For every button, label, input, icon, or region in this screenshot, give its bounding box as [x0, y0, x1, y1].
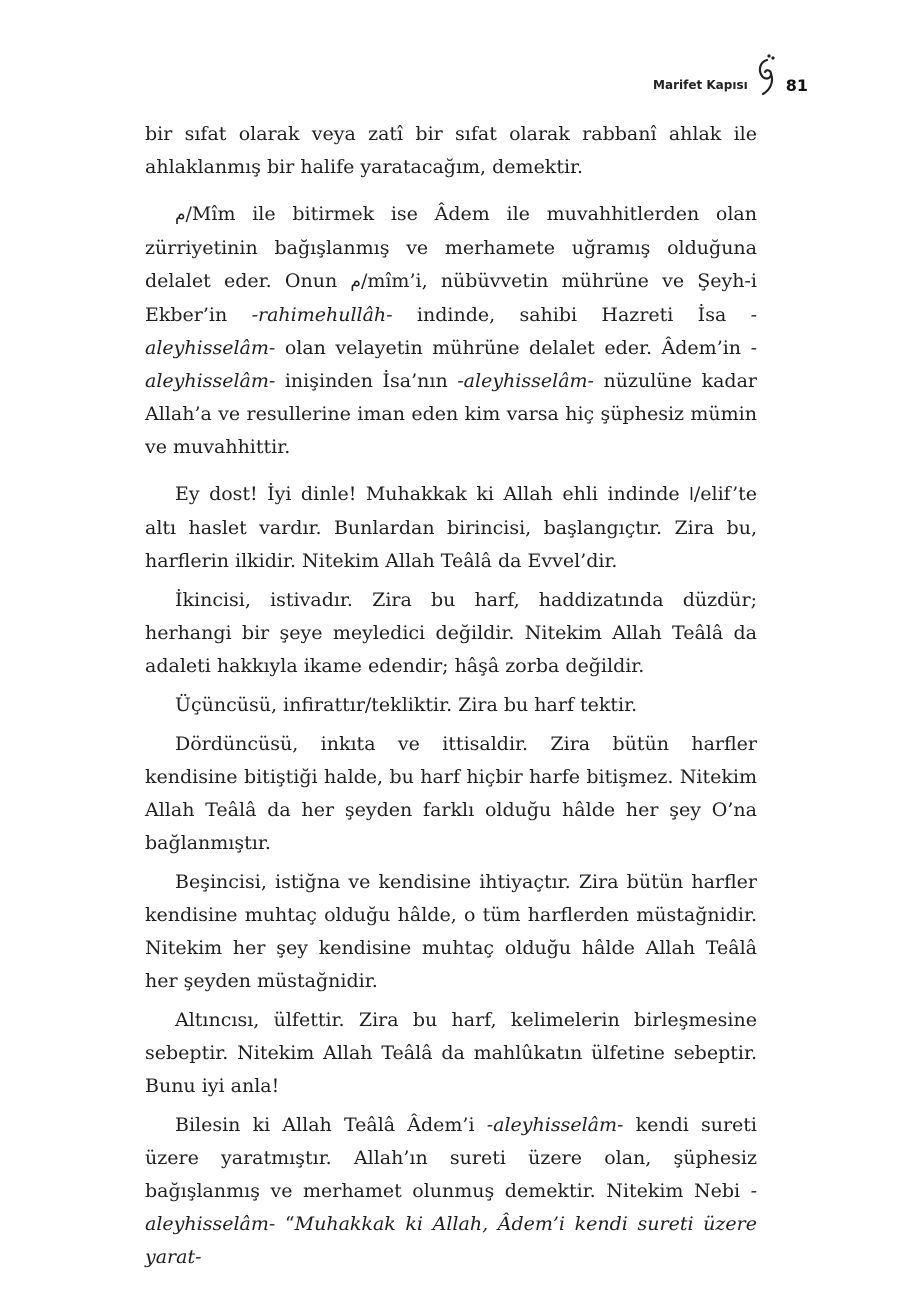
italic-phrase: -aleyhisselâm-	[145, 337, 757, 392]
text: inişinden İsa’nın	[275, 370, 458, 392]
text: olan velayetin mührüne delalet eder. Âdem’in	[275, 337, 751, 359]
text: nüzulüne kadar Allah’a ve resullerine iman eden kim varsa hiç şüphesiz mümin ve muvahhittir.	[145, 370, 757, 458]
italic-phrase: -aleyhisselâm-	[145, 304, 758, 359]
paragraph-9	[145, 1109, 757, 1274]
italic-quote: Muhakkak ki Allah, Âdem’i kendi sureti üzere yarat-	[145, 1213, 757, 1268]
arabic-elif: ا	[689, 485, 694, 505]
paragraph-5: Üçüncüsü, infirattır/tekliktir. Zira bu harf tektir.	[175, 694, 638, 716]
ornament-icon	[754, 52, 780, 98]
body-text	[145, 118, 757, 1288]
page-header	[653, 52, 808, 98]
italic-phrase: -rahimehullâh-	[251, 304, 393, 326]
italic-phrase: -aleyhisselâm-	[457, 370, 594, 392]
paragraph-2	[145, 198, 757, 464]
paragraph-6: Dördüncüsü, inkıta ve ittisaldir. Zira bütün harfler kendisine bitiştiği halde, bu harf hiçbir harfe bitişmez. Nitekim Allah Teâlâ da her şeyden farklı olduğu hâlde her şey O’na bağlanmıştır.	[145, 733, 757, 854]
paragraph-3	[145, 478, 757, 578]
text: indinde, sahibi Hazreti İsa	[392, 304, 751, 326]
text: Bilesin ki Allah Teâlâ Âdem’i	[175, 1114, 487, 1136]
italic-phrase: -aleyhisselâm-	[486, 1114, 624, 1136]
text: kendi sureti üzere yaratmıştır. Allah’ın sureti üzere olan, şüphesiz bağışlanmış ve merhamet olunmuş demektir. Nitekim Nebi	[145, 1114, 757, 1202]
running-title: Marifet Kapısı	[653, 78, 748, 92]
page-number: 81	[785, 76, 808, 95]
paragraph-7: Beşincisi, istiğna ve kendisine ihtiyaçtır. Zira bütün harfler kendisine muhtaç olduğu hâlde, o tüm harflerden müstağnidir. Nitekim her şey kendisine muhtaç olduğu hâlde Allah Teâlâ her şeyden müstağnidir.	[145, 871, 757, 992]
text: /Mîm ile bitirmek ise Âdem ile muvahhitlerden olan zürriyetinin bağışlanmış ve merhamete uğramış olduğuna delalet eder. Onun	[145, 203, 757, 292]
paragraph-4: İkincisi, istivadır. Zira bu harf, haddizatında düzdür; herhangi bir şeye meyledici değildir. Nitekim Allah Teâlâ da adaleti hakkıyla ikame edendir; hâşâ zorba değildir.	[145, 589, 757, 677]
text: “	[275, 1213, 295, 1235]
paragraph-8: Altıncısı, ülfettir. Zira bu harf, kelimelerin birleşmesine sebeptir. Nitekim Allah Teâlâ da mahlûkatın ülfetine sebeptir. Bunu iyi anla!	[145, 1009, 757, 1097]
text: /elif’te altı haslet vardır. Bunlardan birincisi, başlangıçtır. Zira bu, harflerin ilkidir. Nitekim Allah Teâlâ da Evvel’dir.	[145, 483, 757, 572]
text: /mîm’i, nübüvvetin mührüne ve Şeyh-i Ekber’in	[145, 270, 758, 326]
arabic-mim: م	[175, 205, 186, 225]
text: Ey dost! İyi dinle! Muhakkak ki Allah ehli indinde	[175, 483, 690, 505]
italic-phrase: -aleyhisselâm-	[145, 1180, 757, 1235]
paragraph-1: bir sıfat olarak veya zatî bir sıfat olarak rabbanî ahlak ile ahlaklanmış bir halife yaratacağım, demektir.	[145, 123, 757, 178]
arabic-mim: م	[350, 272, 361, 292]
